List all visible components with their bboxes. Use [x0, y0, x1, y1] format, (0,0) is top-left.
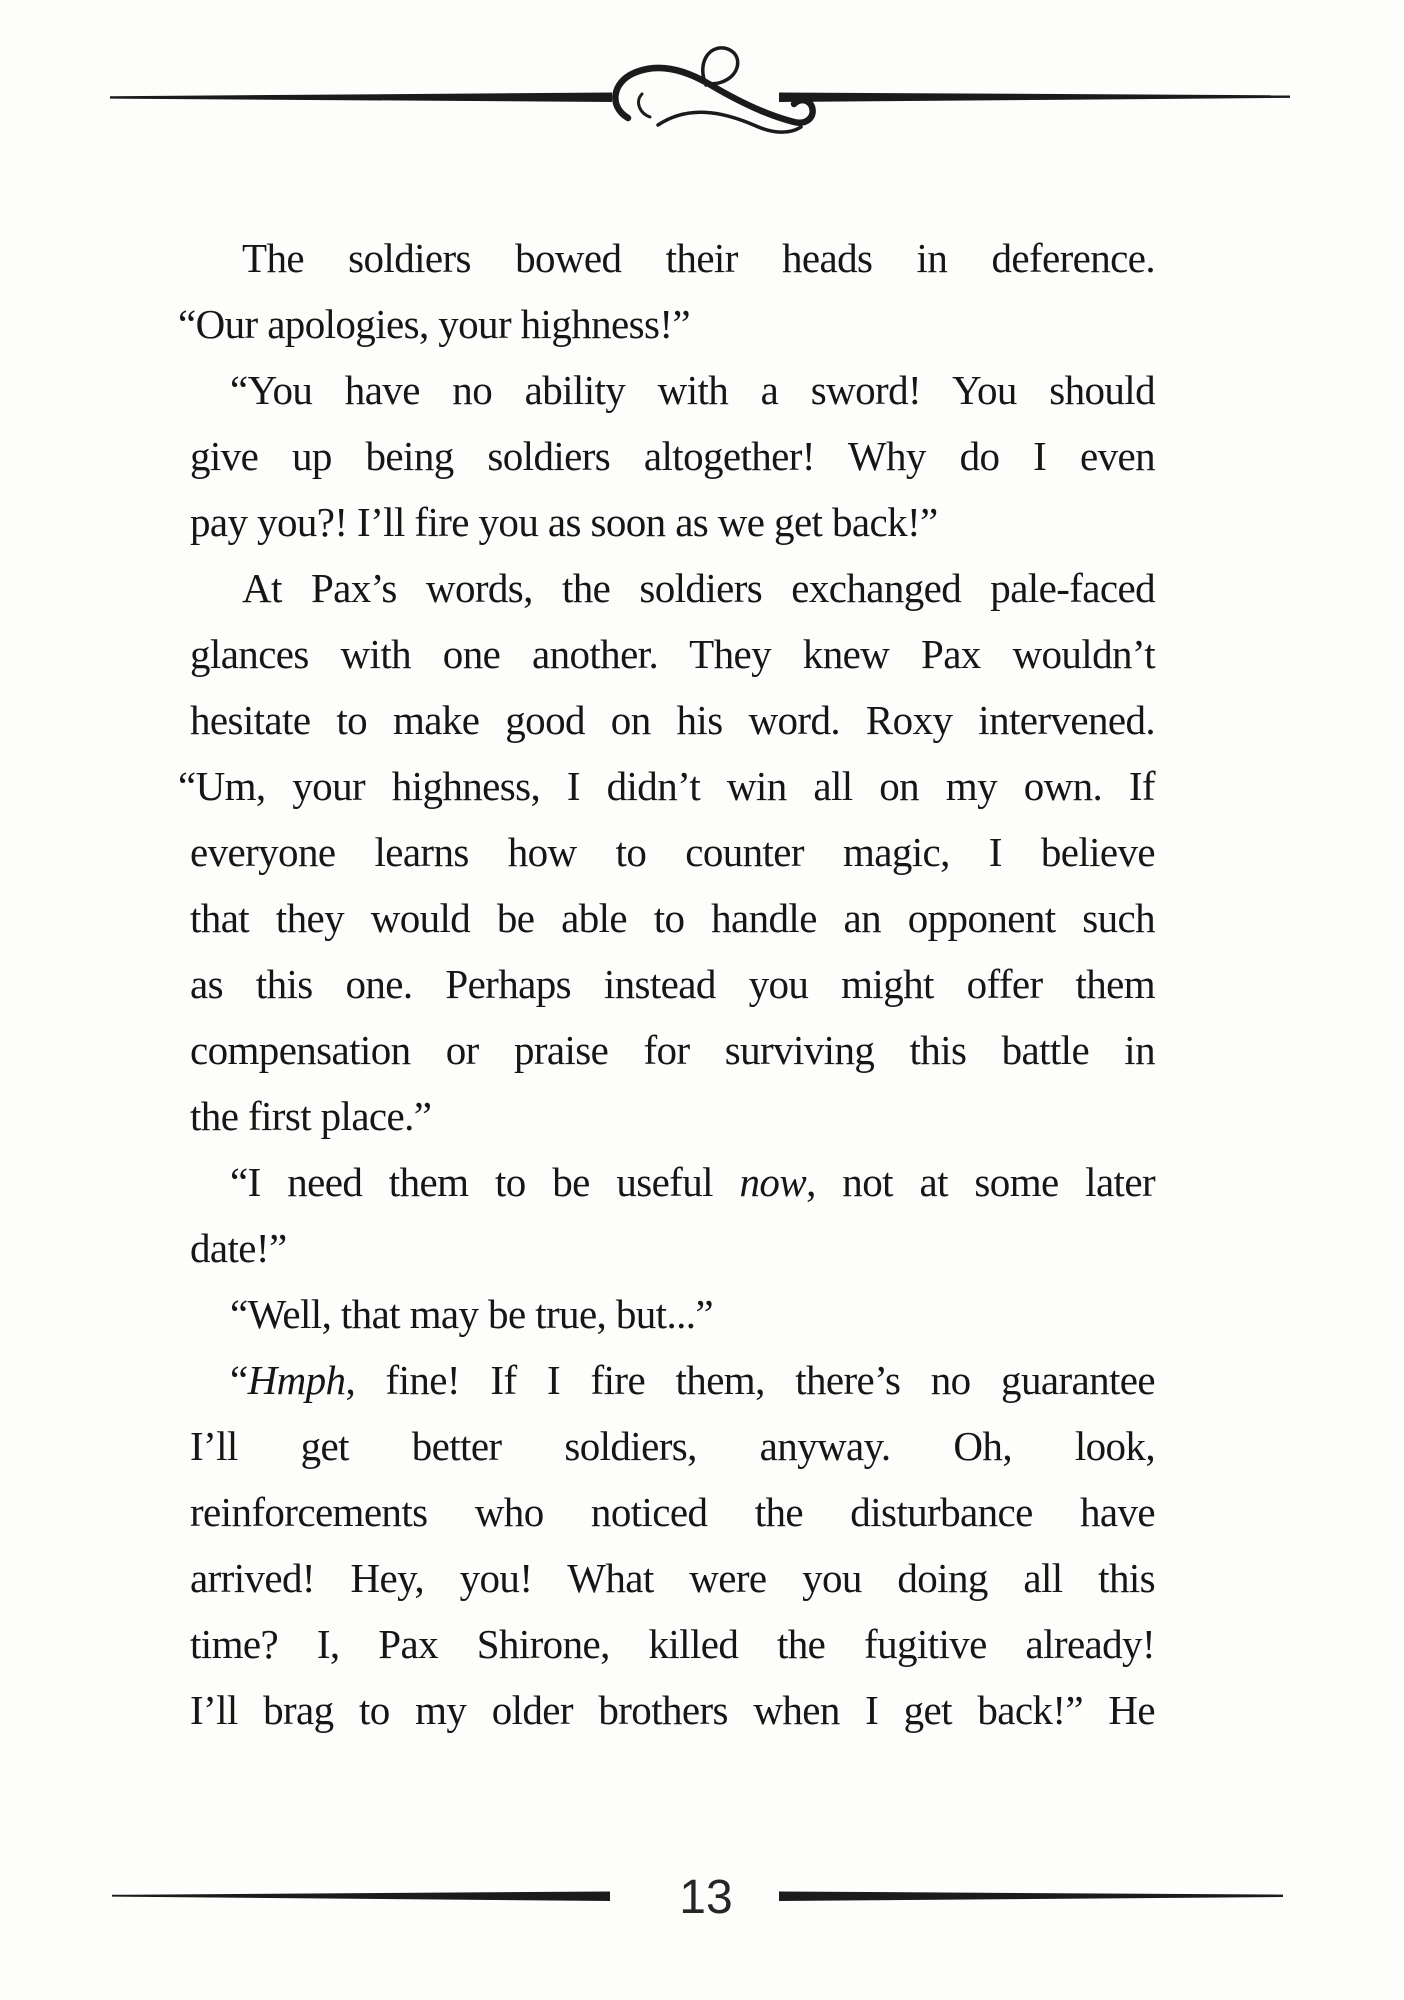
text-segment: the first place.” [190, 1093, 432, 1139]
text-line [190, 951, 1155, 1017]
text-line [190, 1479, 1155, 1545]
text-segment: everyone learns how to counter magic, I believe [190, 829, 1155, 875]
flourish-divider-icon [0, 0, 1404, 170]
text-segment: compensation or praise for surviving this battle in [190, 1027, 1155, 1073]
text-line [190, 1347, 1155, 1413]
text-segment: glances with one another. They knew Pax wouldn’t [190, 631, 1155, 677]
text-line [190, 1215, 1155, 1281]
text-segment: give up being soldiers altogether! Why do I even [190, 433, 1155, 479]
text-segment: “Well, that may be true, but...” [230, 1291, 713, 1337]
text-line [190, 819, 1155, 885]
chapter-divider [0, 0, 1404, 170]
text-segment: “Our apologies, your highness!” [178, 301, 690, 347]
text-segment: time? I, Pax Shirone, killed the fugitive already! [190, 1621, 1155, 1667]
text-line [190, 555, 1155, 621]
text-segment: “Um, your highness, I didn’t win all on my own. If [178, 763, 1155, 809]
italic-text: Hmph [247, 1357, 346, 1403]
text-line [190, 357, 1155, 423]
text-segment: , fine! If I fire them, there’s no guarantee [345, 1357, 1155, 1403]
page-number: 13 [679, 1871, 733, 1924]
page-footer [0, 1870, 1404, 1940]
text-segment: I’ll brag to my older brothers when I get back!” He [190, 1687, 1155, 1733]
text-segment: “I need them to be useful [230, 1159, 740, 1205]
text-segment: At Pax’s words, the soldiers exchanged pale-faced [242, 565, 1155, 611]
body-text [178, 225, 1155, 1743]
text-segment: arrived! Hey, you! What were you doing all this [190, 1555, 1155, 1601]
text-line [190, 621, 1155, 687]
text-segment: “ [230, 1357, 248, 1403]
text-line [190, 489, 1155, 555]
text-line [190, 1677, 1155, 1743]
text-line [190, 885, 1155, 951]
text-line [190, 1083, 1155, 1149]
text-line [190, 1281, 1155, 1347]
text-line [190, 1149, 1155, 1215]
text-line [190, 225, 1155, 291]
text-segment: as this one. Perhaps instead you might offer them [190, 961, 1155, 1007]
text-segment: that they would be able to handle an opponent such [190, 895, 1155, 941]
text-line [190, 687, 1155, 753]
text-segment: , not at some later [806, 1159, 1155, 1205]
text-line [178, 291, 1155, 357]
text-segment: I’ll get better soldiers, anyway. Oh, look, [190, 1423, 1155, 1469]
text-line [190, 1611, 1155, 1677]
text-line [190, 1413, 1155, 1479]
text-segment: “You have no ability with a sword! You should [230, 367, 1155, 413]
text-line [178, 753, 1155, 819]
text-segment: pay you?! I’ll fire you as soon as we get back!” [190, 499, 938, 545]
text-segment: The soldiers bowed their heads in deference. [242, 235, 1155, 281]
text-line [190, 1545, 1155, 1611]
text-segment: reinforcements who noticed the disturbance have [190, 1489, 1155, 1535]
italic-text: now [739, 1159, 807, 1205]
text-line [190, 1017, 1155, 1083]
text-segment: date!” [190, 1225, 287, 1271]
text-line [190, 423, 1155, 489]
text-segment: hesitate to make good on his word. Roxy intervened. [190, 697, 1155, 743]
